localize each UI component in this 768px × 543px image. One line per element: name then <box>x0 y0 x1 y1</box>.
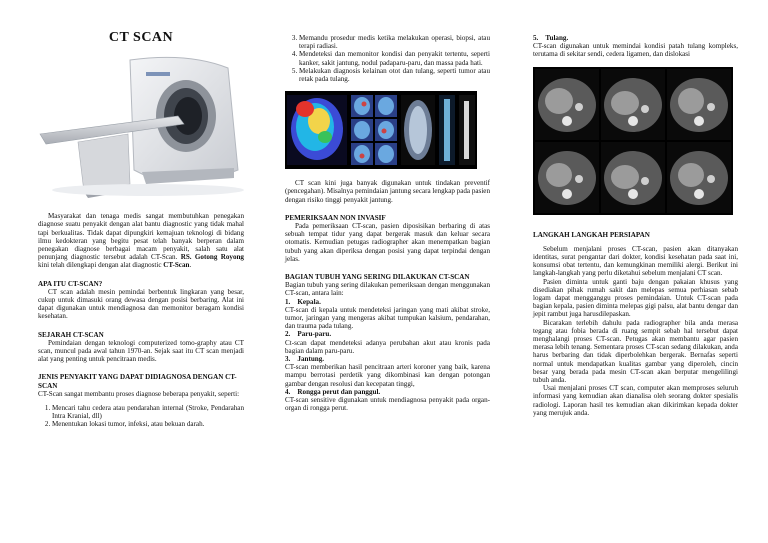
text-perut: CT-scan sensitive digunakan untuk mendiagnosa penyakit pada organ-organ di rongga perut. <box>285 396 490 413</box>
paragraph-persiapan-4: Usai menjalani proses CT scan, computer akan memproses seluruh informasi yang kemudian akan dianalisa oleh seorang dokter spesialis radiologi. Laporan hasil tes kemudian akan dikirimkan kepada dokter yang merujuk anda. <box>533 384 738 417</box>
paragraph-preventif: CT scan kini juga banyak digunakan untuk tindakan preventif (pencegahan). Misalnya pemindaian jantung secara lengkap pada pasien dengan risiko tinggi penyakit jantung. <box>285 179 490 204</box>
paragraph-non-invasif: Pada pemeriksaan CT-scan, pasien diposisikan berbaring di atas sebuah tempat tidur yang dapat bergerak masuk dan keluar secara otomatis. Kemudian petugas radiographer akan menempatkan bagian tubuh yang akan diperiksa dengan posisi yang dapat terpindai dengan jelas. <box>285 222 490 263</box>
paragraph-persiapan-2: Pasien diminta untuk ganti baju dengan pakaian khusus yang disediakan pihak rumah sakit dan melepas semua perhiasan sebab logam dapat mengganggu proses pemindaian. Untuk CT-scan pada bagian kepala, pasien diminta melepas gigi palsu, alat bantu dengar dan jepit rambut juga harusdilepaskan. <box>533 277 738 319</box>
body-part-paru: 2. Paru-paru. <box>285 330 332 339</box>
intro-paragraph: Masyarakat dan tenaga medis sangat membutuhkan penegakan diagnose suatu penyakit dengan alat bantu diagnostic yang tidak mahal tapi berkualitas. Tidak dapat dipungkiri kemajuan teknologi di bidang ilmu kedokteran yang begitu pesat telah banyak berperan dalam penegakan diagnose berbagai macam penyakit, salah satu alat penunjang diagnostic tersebut adalah CT-Scan. RS. Gotong Royong kini telah dilengkapi dengan alat diagnostic CT-Scan. <box>38 212 244 270</box>
text-tulang: CT-scan digunakan untuk memindai kondisi patah tulang kompleks, terutama di sekitar sendi, cedera ligamen, dan dislokasi <box>533 42 738 59</box>
body-part-perut: 4. Rongga perut dan panggul. <box>285 387 381 396</box>
column-1 <box>38 0 244 429</box>
paragraph-apa-itu: CT scan adalah mesin pemindai berbentuk lingkaran yang besar, cukup untuk dimasuki orang dewasa dengan posisi berbaring. Alat ini dapat digunakan untuk mendiagnosa dan memonitor beragam kondisi kesehatan. <box>38 287 244 321</box>
heading-sejarah: SEJARAH CT-SCAN <box>38 330 104 339</box>
paragraph-jenis-penyakit: CT-Scan sangat membantu proses diagnose beberapa penyakit, seperti: <box>38 389 240 398</box>
body-part-tulang: 5. Tulang. <box>533 34 569 42</box>
list-item: 5. Melakukan diagnosis kelainan otot dan tulang, seperti tumor atau retak pada tulang. <box>299 67 490 83</box>
body-part-jantung: 3. Jantung. <box>285 355 325 364</box>
ct-scan-results-image <box>285 91 477 169</box>
text-jantung: CT-scan memberikan hasil pencitraan arteri koroner yang baik, karena mampu berrotasi perdetik yang dikombinasi kan dengan potongan gambar dengan resolusi dan kecepatan tinggi, <box>285 363 490 388</box>
paragraph-persiapan-3: Bicarakan terlebih dahulu pada radiographer bila anda merasa tegang atau fobia berada di ruang sempit sebab hal tersebut dapat menghalangi proses CT-scan. Petugas akan membantu agar pasien merasa lebih tenang. Sementara proses CT-scan sedang dilakukan, anda harus berbaring dan tidak diperbolehkan bergerak. Bernafas seperti normal untuk mendapatkan kualitas gambar yang diperoleh, cincin besar yang berada pada mesin CT-scan akan berputar mengelilingi tubuh anda. <box>533 318 738 385</box>
disease-list-continued <box>285 34 490 83</box>
heading-langkah-persiapan: LANGKAH LANGKAH PERSIAPAN <box>533 230 650 239</box>
page-title: CT SCAN <box>108 30 174 45</box>
heading-bagian-tubuh: BAGIAN TUBUH YANG SERING DILAKUKAN CT-SCAN <box>285 273 470 282</box>
text-kepala: CT-scan di kepala untuk mendeteksi jaringan yang mati akibat stroke, tumor, jaringan yang mengeras akibat tumpukan kalsium, pendarahan, dan trauma pada tulang. <box>285 305 490 331</box>
body-part-kepala: 1. Kepala. <box>285 297 321 306</box>
paragraph-persiapan-1: Sebelum menjalani proses CT-scan, pasien akan ditanyakan identitas, surat pengantar dari dokter, kondisi kesehatan pada saat ini, konsumsi obat tertentu, dan kemungkinan memiliki alergi. Berikut ini langkah-langkah yang perlu diketahui sebelum menjalani CT scan. <box>533 244 738 278</box>
ct-scanner-image <box>38 50 244 200</box>
column-3 <box>533 0 738 417</box>
disease-list <box>38 404 244 429</box>
column-2 <box>285 0 490 413</box>
ct-abdomen-slices-image <box>533 67 733 215</box>
heading-jenis-penyakit: JENIS PENYAKIT YANG DAPAT DIDIAGNOSA DENGAN CT-SCAN <box>38 373 237 390</box>
paragraph-sejarah: Pemindaian dengan teknologi computerized tomo-graphy atau CT scan, muncul pada awal tahun 1970-an. Sejak saat itu CT scan menjadi alat yang penting untuk pencitraan medis. <box>38 338 244 364</box>
list-item: 3. Memandu prosedur medis ketika melakukan operasi, biopsi, atau terapi radiasi. <box>299 34 490 50</box>
heading-apa-itu: APA ITU CT-SCAN? <box>38 279 103 288</box>
text-paru: Ct-scan dapat mendeteksi adanya perubahan akut atau kronis pada bagian dalam paru-paru. <box>285 338 490 355</box>
list-item: 1. Mencari tahu cedera atau pendarahan internal (Stroke, Pendarahan Intra Kranial, dll) <box>52 404 244 420</box>
paragraph-bagian-tubuh: Bagian tubuh yang sering dilakukan pemeriksaan dengan menggunakan CT-scan, antara lain: <box>285 281 490 298</box>
list-item: 4. Mendeteksi dan memonitor kondisi dan penyakit tertentu, seperti kanker, sakit jantung, nodul padaparu-paru, dan massa pada hati. <box>299 50 490 66</box>
heading-non-invasif: PEMERIKSAAN NON INVASIF <box>285 213 386 222</box>
list-item: 2. Menentukan lokasi tumor, infeksi, atau bekuan darah. <box>52 420 244 428</box>
